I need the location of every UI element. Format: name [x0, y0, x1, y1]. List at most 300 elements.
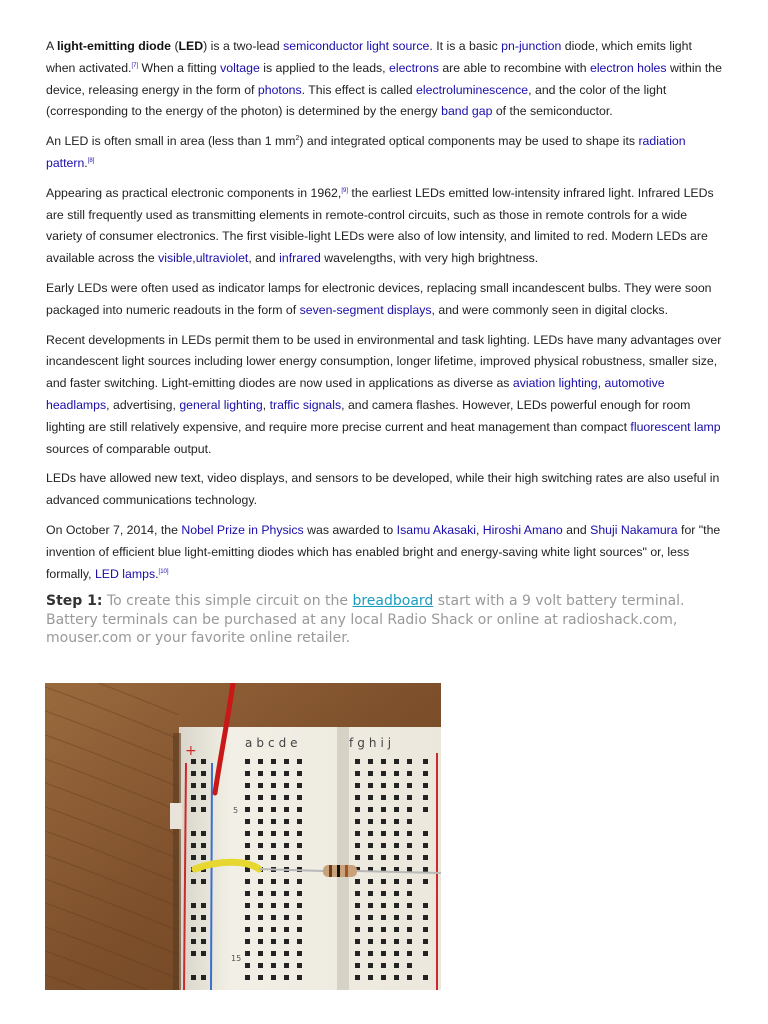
text: A [46, 39, 57, 53]
resistor-band-3 [345, 865, 348, 877]
text: Appearing as practical electronic components in 1962, [46, 185, 342, 200]
breadboard-hole [271, 771, 276, 776]
breadboard-hole [394, 963, 399, 968]
breadboard-hole [297, 975, 302, 980]
breadboard-hole [368, 939, 373, 944]
breadboard-hole [258, 939, 263, 944]
breadboard-hole [423, 915, 428, 920]
breadboard-hole [394, 939, 399, 944]
breadboard-hole [381, 831, 386, 836]
link-general-lighting[interactable]: general lighting [179, 397, 263, 412]
row-15-label: 15 [231, 954, 242, 963]
breadboard-hole [297, 783, 302, 788]
column-letters-right: fghij [349, 736, 396, 750]
link-isamu-akasaki[interactable]: Isamu Akasaki [396, 522, 476, 537]
superscript: 2 [295, 135, 300, 143]
breadboard-hole [394, 927, 399, 932]
resistor-band-1 [329, 865, 332, 877]
breadboard-hole [271, 975, 276, 980]
breadboard-hole [271, 879, 276, 884]
breadboard-hole [394, 891, 399, 896]
breadboard-hole [407, 951, 412, 956]
plus-label: + [185, 743, 197, 759]
text: sources of comparable output. [46, 441, 212, 456]
text: . It is a basic [429, 39, 502, 53]
breadboard-hole [284, 975, 289, 980]
breadboard-hole [394, 843, 399, 848]
breadboard-hole [355, 795, 360, 800]
breadboard-hole [201, 795, 206, 800]
breadboard-hole [407, 855, 412, 860]
breadboard-hole [407, 963, 412, 968]
breadboard-hole [201, 903, 206, 908]
breadboard-hole [191, 759, 196, 764]
breadboard-hole [271, 783, 276, 788]
breadboard-hole [284, 903, 289, 908]
center-channel [337, 727, 349, 990]
breadboard-hole [191, 855, 196, 860]
step-label: Step 1: [46, 593, 103, 610]
breadboard-hole [271, 927, 276, 932]
breadboard-hole [191, 927, 196, 932]
breadboard-hole [191, 951, 196, 956]
breadboard-hole [394, 951, 399, 956]
text: , and were commonly seen in digital clocks. [431, 302, 668, 317]
citation-9[interactable]: [9] [341, 187, 348, 194]
breadboard-hole [201, 807, 206, 812]
breadboard-hole [201, 759, 206, 764]
breadboard-hole [355, 807, 360, 812]
breadboard-hole [297, 831, 302, 836]
breadboard-hole [245, 771, 250, 776]
breadboard-hole [423, 771, 428, 776]
text: , [597, 376, 605, 391]
link-visible[interactable]: visible [158, 251, 193, 266]
breadboard-hole [394, 759, 399, 764]
text: start with a 9 volt battery terminal. Battery terminals can be purchased at any local Radio Shack or online at radioshack.com, mouser.com or your favorite online retailer. [46, 593, 685, 647]
breadboard-hole [407, 843, 412, 848]
breadboard-hole [284, 759, 289, 764]
breadboard-hole [407, 771, 412, 776]
paragraph-recent-developments [46, 330, 722, 461]
text: diode, which emits light when activated. [46, 39, 692, 75]
text: To create this simple circuit on the [102, 593, 353, 610]
breadboard-hole [191, 771, 196, 776]
link-aviation-lighting[interactable]: aviation lighting [512, 376, 598, 391]
breadboard-hole [394, 783, 399, 788]
breadboard-photo [45, 683, 441, 990]
breadboard-hole [271, 795, 276, 800]
breadboard-hole [258, 795, 263, 800]
breadboard-hole [423, 843, 428, 848]
breadboard-hole [201, 843, 206, 848]
breadboard-hole [355, 927, 360, 932]
breadboard-hole [271, 807, 276, 812]
breadboard-hole [423, 783, 428, 788]
breadboard-hole [201, 927, 206, 932]
link-ultraviolet[interactable]: ultraviolet [195, 251, 249, 266]
breadboard-hole [245, 759, 250, 764]
breadboard-hole [284, 807, 289, 812]
paragraph-intro [46, 36, 722, 123]
breadboard-hole [271, 759, 276, 764]
breadboard-hole [381, 843, 386, 848]
link-infrared[interactable]: infrared [279, 251, 321, 266]
breadboard-hole [258, 963, 263, 968]
breadboard-hole [271, 855, 276, 860]
breadboard-hole [407, 927, 412, 932]
breadboard-hole [381, 927, 386, 932]
text: wavelengths, with very high brightness. [320, 251, 539, 266]
breadboard-hole [258, 855, 263, 860]
breadboard-hole [245, 831, 250, 836]
breadboard-hole [381, 939, 386, 944]
link-seven-segment-displays[interactable]: seven-segment displays [299, 302, 432, 317]
breadboard-clip [170, 803, 182, 829]
breadboard-hole [191, 843, 196, 848]
breadboard-hole [191, 903, 196, 908]
breadboard-hole [407, 879, 412, 884]
text: , advertising, [106, 397, 180, 412]
breadboard-hole [201, 831, 206, 836]
breadboard-hole [381, 963, 386, 968]
link-led-lamps[interactable]: LED lamps [94, 566, 156, 581]
breadboard-hole [394, 831, 399, 836]
breadboard-hole [245, 951, 250, 956]
paragraph-size [46, 131, 722, 175]
breadboard-hole [394, 807, 399, 812]
paragraph-history [46, 183, 722, 270]
breadboard-hole [201, 951, 206, 956]
breadboard-hole [381, 783, 386, 788]
breadboard-hole [368, 951, 373, 956]
breadboard-hole [284, 879, 289, 884]
breadboard-hole [245, 927, 250, 932]
breadboard-hole [407, 903, 412, 908]
breadboard-hole [271, 963, 276, 968]
breadboard-hole [297, 951, 302, 956]
citation-8[interactable]: [8] [87, 157, 95, 164]
breadboard-hole [407, 759, 412, 764]
text: . This effect is called [301, 82, 417, 97]
text: , and [248, 251, 280, 266]
bold-term-led: light-emitting diode [56, 39, 172, 53]
breadboard-hole [394, 915, 399, 920]
breadboard-hole [355, 939, 360, 944]
breadboard-hole [191, 807, 196, 812]
breadboard-hole [245, 915, 250, 920]
breadboard-hole [394, 975, 399, 980]
article-body [46, 36, 722, 648]
breadboard-hole [245, 939, 250, 944]
breadboard-hole [407, 819, 412, 824]
breadboard-hole [271, 915, 276, 920]
link-electrons[interactable]: electrons [389, 60, 439, 75]
text: Early LEDs were often used as indicator lamps for electronic devices, replacing small incandescent bulbs. They were soon packaged into numeric readouts in the form of [46, 280, 712, 317]
breadboard-hole [394, 795, 399, 800]
breadboard-hole [258, 951, 263, 956]
text: of the semiconductor. [492, 104, 613, 119]
breadboard-hole [407, 915, 412, 920]
link-radiation-pattern[interactable]: radiation pattern [46, 134, 686, 170]
breadboard-hole [191, 831, 196, 836]
text: within the device, releasing energy in the form of [46, 60, 722, 97]
breadboard-hole [245, 783, 250, 788]
text: the earliest LEDs emitted low-intensity infrared light. Infrared LEDs are still frequently used as transmitting elements in remote-control circuits, such as those in remote controls for a wide variety of consumer electronics. The first visible-light LEDs were also of low intensity, and limited to red. Modern LEDs are available across the [46, 185, 714, 266]
breadboard-hole [368, 891, 373, 896]
breadboard-hole [284, 951, 289, 956]
breadboard-hole [271, 831, 276, 836]
breadboard-hole [191, 879, 196, 884]
breadboard-hole [258, 891, 263, 896]
breadboard-hole [381, 915, 386, 920]
breadboard-hole [271, 819, 276, 824]
breadboard-hole [271, 939, 276, 944]
link-electron-holes[interactable]: electron holes [589, 60, 667, 75]
breadboard-hole [355, 819, 360, 824]
column-letters-left: abcde [245, 736, 302, 750]
breadboard-hole [368, 843, 373, 848]
breadboard-hole [394, 819, 399, 824]
breadboard-hole [191, 783, 196, 788]
link-band-gap[interactable]: band gap [441, 104, 493, 119]
breadboard-hole [245, 963, 250, 968]
breadboard-hole [201, 855, 206, 860]
breadboard-hole [297, 915, 302, 920]
breadboard-hole [381, 951, 386, 956]
link-breadboard[interactable]: breadboard [352, 593, 434, 610]
breadboard-hole [201, 975, 206, 980]
breadboard-hole [381, 759, 386, 764]
breadboard-hole [355, 951, 360, 956]
breadboard-hole [381, 795, 386, 800]
link-pn-junction[interactable]: pn-junction [501, 39, 562, 53]
breadboard-hole [355, 975, 360, 980]
link-hiroshi-amano[interactable]: Hiroshi Amano [482, 522, 563, 537]
breadboard-hole [297, 927, 302, 932]
breadboard-hole [258, 975, 263, 980]
breadboard-hole [368, 819, 373, 824]
breadboard-hole [423, 951, 428, 956]
breadboard-hole [368, 771, 373, 776]
breadboard-hole [394, 903, 399, 908]
breadboard-hole [201, 915, 206, 920]
breadboard-hole [245, 795, 250, 800]
link-fluorescent-lamp[interactable]: fluorescent lamp [630, 419, 721, 434]
breadboard-hole [297, 855, 302, 860]
breadboard-hole [258, 807, 263, 812]
breadboard-hole [191, 915, 196, 920]
citation-10[interactable]: [10] [158, 568, 169, 575]
breadboard-hole [423, 975, 428, 980]
breadboard-hole [394, 879, 399, 884]
breadboard-hole [368, 927, 373, 932]
breadboard-hole [201, 783, 206, 788]
link-photons[interactable]: photons [257, 82, 302, 97]
step-1-instructions [46, 592, 722, 648]
breadboard-hole [423, 939, 428, 944]
breadboard-hole [423, 867, 428, 872]
breadboard-hole [368, 831, 373, 836]
breadboard-hole [355, 831, 360, 836]
breadboard-hole [368, 975, 373, 980]
text: LEDs have allowed new text, video displays, and sensors to be developed, while their high switching rates are also useful in advanced communications technology. [46, 471, 720, 508]
breadboard-hole [258, 915, 263, 920]
breadboard-hole [245, 975, 250, 980]
breadboard-hole [407, 975, 412, 980]
breadboard-hole [381, 975, 386, 980]
breadboard-hole [297, 963, 302, 968]
breadboard-hole [297, 939, 302, 944]
breadboard-hole [423, 831, 428, 836]
breadboard-hole [355, 963, 360, 968]
breadboard-hole [407, 939, 412, 944]
breadboard-hole [368, 795, 373, 800]
breadboard-hole [191, 795, 196, 800]
breadboard-hole [355, 891, 360, 896]
bold-term-abbr: LED [178, 39, 204, 53]
breadboard-hole [355, 783, 360, 788]
breadboard-hole [201, 771, 206, 776]
breadboard-hole [245, 855, 250, 860]
breadboard-hole [394, 771, 399, 776]
breadboard-hole [258, 927, 263, 932]
breadboard-hole [284, 927, 289, 932]
breadboard-hole [258, 831, 263, 836]
breadboard-hole [423, 807, 428, 812]
breadboard-hole [368, 879, 373, 884]
breadboard-hole [284, 915, 289, 920]
breadboard-hole [368, 855, 373, 860]
breadboard-hole [245, 819, 250, 824]
breadboard-hole [245, 903, 250, 908]
breadboard-hole [284, 843, 289, 848]
link-shuji-nakamura[interactable]: Shuji Nakamura [590, 522, 678, 537]
breadboard-hole [284, 963, 289, 968]
breadboard-hole [191, 939, 196, 944]
breadboard-hole [381, 891, 386, 896]
text: is applied to the leads, [259, 60, 390, 75]
breadboard-hole [368, 963, 373, 968]
text: , [262, 397, 270, 412]
breadboard-hole [355, 879, 360, 884]
breadboard-hole [284, 783, 289, 788]
breadboard-hole [368, 915, 373, 920]
link-semiconductor-light-source[interactable]: semiconductor light source [283, 39, 430, 53]
link-traffic-signals[interactable]: traffic signals [269, 397, 342, 412]
paragraph-communications [46, 468, 722, 512]
paragraph-indicator-lamps [46, 278, 722, 322]
breadboard-hole [297, 843, 302, 848]
breadboard-hole [368, 807, 373, 812]
breadboard-hole [368, 903, 373, 908]
breadboard-hole [355, 915, 360, 920]
breadboard-shadow [173, 733, 181, 990]
text: ) is a two-lead [203, 39, 284, 53]
breadboard-hole [245, 843, 250, 848]
breadboard-hole [297, 819, 302, 824]
breadboard-hole [271, 843, 276, 848]
breadboard-hole [245, 891, 250, 896]
breadboard-hole [258, 819, 263, 824]
breadboard-hole [407, 795, 412, 800]
link-nobel-prize-in-physics[interactable]: Nobel Prize in Physics [181, 522, 304, 537]
breadboard-hole [284, 819, 289, 824]
text: An LED is often small in area (less than 1 mm [46, 134, 296, 149]
breadboard-hole [245, 807, 250, 812]
resistor-band-2 [337, 865, 340, 877]
breadboard-hole [381, 855, 386, 860]
breadboard-hole [258, 843, 263, 848]
breadboard-hole [423, 927, 428, 932]
breadboard-hole [271, 891, 276, 896]
breadboard-hole [423, 903, 428, 908]
text: and [562, 522, 591, 537]
breadboard-hole [271, 903, 276, 908]
text: Recent developments in LEDs permit them to be used in environmental and task lighting. LEDs have many advantages over incandescent light sources including lower energy consumption, longer lifetime, improved physical robustness, smaller size, and faster switching. Light-emitting diodes are now used in applications as diverse as [46, 332, 722, 391]
paragraph-nobel-prize [46, 520, 722, 585]
breadboard-hole [284, 831, 289, 836]
breadboard-hole [355, 855, 360, 860]
text: , [475, 522, 483, 537]
breadboard-hole [394, 855, 399, 860]
breadboard-hole [284, 771, 289, 776]
breadboard-hole [423, 855, 428, 860]
breadboard-hole [297, 903, 302, 908]
breadboard-hole [368, 759, 373, 764]
breadboard-hole [407, 891, 412, 896]
text: was awarded to [303, 522, 397, 537]
link-automotive-headlamps[interactable]: automotive headlamps [46, 376, 665, 412]
text: , [192, 251, 196, 266]
breadboard-hole [271, 951, 276, 956]
breadboard-hole [201, 939, 206, 944]
breadboard-hole [284, 939, 289, 944]
breadboard-hole [381, 879, 386, 884]
breadboard-hole [381, 807, 386, 812]
link-electroluminescence[interactable]: electroluminescence [416, 82, 529, 97]
link-voltage[interactable]: voltage [220, 60, 260, 75]
breadboard-hole [381, 819, 386, 824]
breadboard-hole [381, 771, 386, 776]
breadboard-hole [407, 807, 412, 812]
breadboard-hole [284, 891, 289, 896]
text: . [84, 155, 88, 170]
breadboard-hole [284, 855, 289, 860]
citation-7[interactable]: [7] [131, 62, 139, 69]
text: On October 7, 2014, the [46, 522, 182, 537]
breadboard-hole [245, 879, 250, 884]
row-5-label: 5 [233, 806, 239, 815]
breadboard-hole [191, 975, 196, 980]
breadboard-hole [381, 903, 386, 908]
text: ( [171, 39, 179, 53]
breadboard-photo-svg [45, 683, 441, 990]
text: are able to recombine with [438, 60, 590, 75]
text: When a fitting [138, 60, 221, 75]
text: , and camera flashes. However, LEDs powerful enough for room lighting are still relatively expensive, and require more precise current and heat management than compact [46, 397, 691, 434]
breadboard-hole [258, 771, 263, 776]
breadboard-hole [284, 795, 289, 800]
breadboard-hole [407, 783, 412, 788]
blue-rail-line [211, 763, 212, 990]
breadboard-hole [423, 759, 428, 764]
breadboard-hole [423, 879, 428, 884]
breadboard-hole [355, 843, 360, 848]
breadboard-hole [201, 879, 206, 884]
breadboard-hole [423, 795, 428, 800]
text: . [155, 566, 159, 581]
